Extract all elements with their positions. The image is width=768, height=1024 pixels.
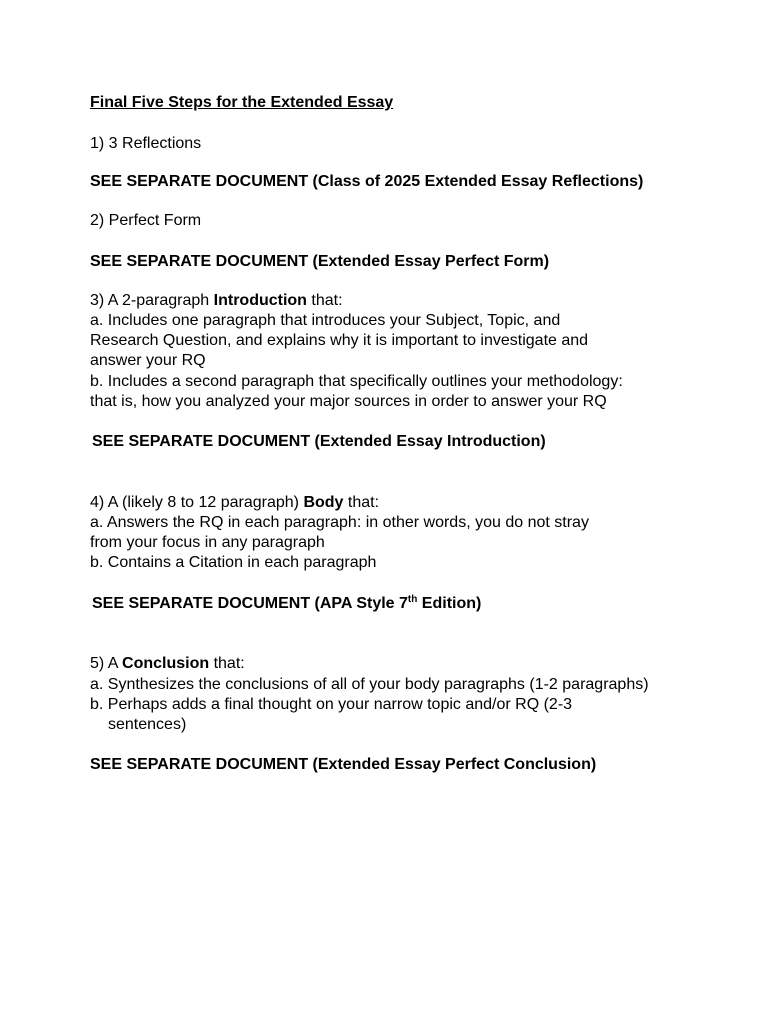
step3-heading-pre: 3) A 2-paragraph xyxy=(90,292,214,309)
step3-line-a3: answer your RQ xyxy=(90,352,206,369)
step5-heading-pre: 5) A xyxy=(90,655,123,672)
step4-reference xyxy=(92,594,481,614)
step3-reference: SEE SEPARATE DOCUMENT (Extended Essay Introduction) xyxy=(92,433,546,450)
step4-heading-pre: 4) A (likely 8 to 12 paragraph) xyxy=(90,494,304,511)
step3-heading-bold: Introduction xyxy=(213,292,307,309)
step5-line-b2: sentences) xyxy=(108,716,187,733)
step5-line-a1: a. Synthesizes the conclusions of all of your body paragraphs (1-2 paragraphs) xyxy=(90,676,649,693)
step5-heading xyxy=(90,654,245,674)
step3-heading xyxy=(90,291,343,311)
step4-reference-post: Edition) xyxy=(417,595,482,612)
step3-heading-post: that: xyxy=(306,292,343,309)
step5-line-b1: b. Perhaps adds a final thought on your narrow topic and/or RQ (2-3 xyxy=(90,696,573,713)
step4-line-b1: b. Contains a Citation in each paragraph xyxy=(90,554,377,571)
step4-heading-post: that: xyxy=(343,494,380,511)
step3-line-a1: a. Includes one paragraph that introduces your Subject, Topic, and xyxy=(90,312,561,329)
step1-reference: SEE SEPARATE DOCUMENT (Class of 2025 Extended Essay Reflections) xyxy=(90,173,644,190)
step4-heading xyxy=(90,493,379,513)
step2-reference: SEE SEPARATE DOCUMENT (Extended Essay Perfect Form) xyxy=(90,253,550,270)
step5-heading-post: that: xyxy=(209,655,245,672)
document-title: Final Five Steps for the Extended Essay xyxy=(90,94,394,111)
step4-line-a1: a. Answers the RQ in each paragraph: in other words, you do not stray xyxy=(90,514,589,531)
step4-reference-pre: SEE SEPARATE DOCUMENT (APA Style 7 xyxy=(92,595,408,612)
step4-heading-bold: Body xyxy=(303,494,344,511)
step5-heading-bold: Conclusion xyxy=(122,655,210,672)
step4-reference-sup: th xyxy=(407,594,418,605)
step3-line-b2: that is, how you analyzed your major sources in order to answer your RQ xyxy=(90,393,607,410)
step5-reference: SEE SEPARATE DOCUMENT (Extended Essay Perfect Conclusion) xyxy=(90,756,597,773)
step4-line-a2: from your focus in any paragraph xyxy=(90,534,325,551)
step1-heading: 1) 3 Reflections xyxy=(90,135,202,152)
step3-line-a2: Research Question, and explains why it is important to investigate and xyxy=(90,332,589,349)
step2-heading: 2) Perfect Form xyxy=(90,212,202,229)
step3-line-b1: b. Includes a second paragraph that specifically outlines your methodology: xyxy=(90,373,623,390)
